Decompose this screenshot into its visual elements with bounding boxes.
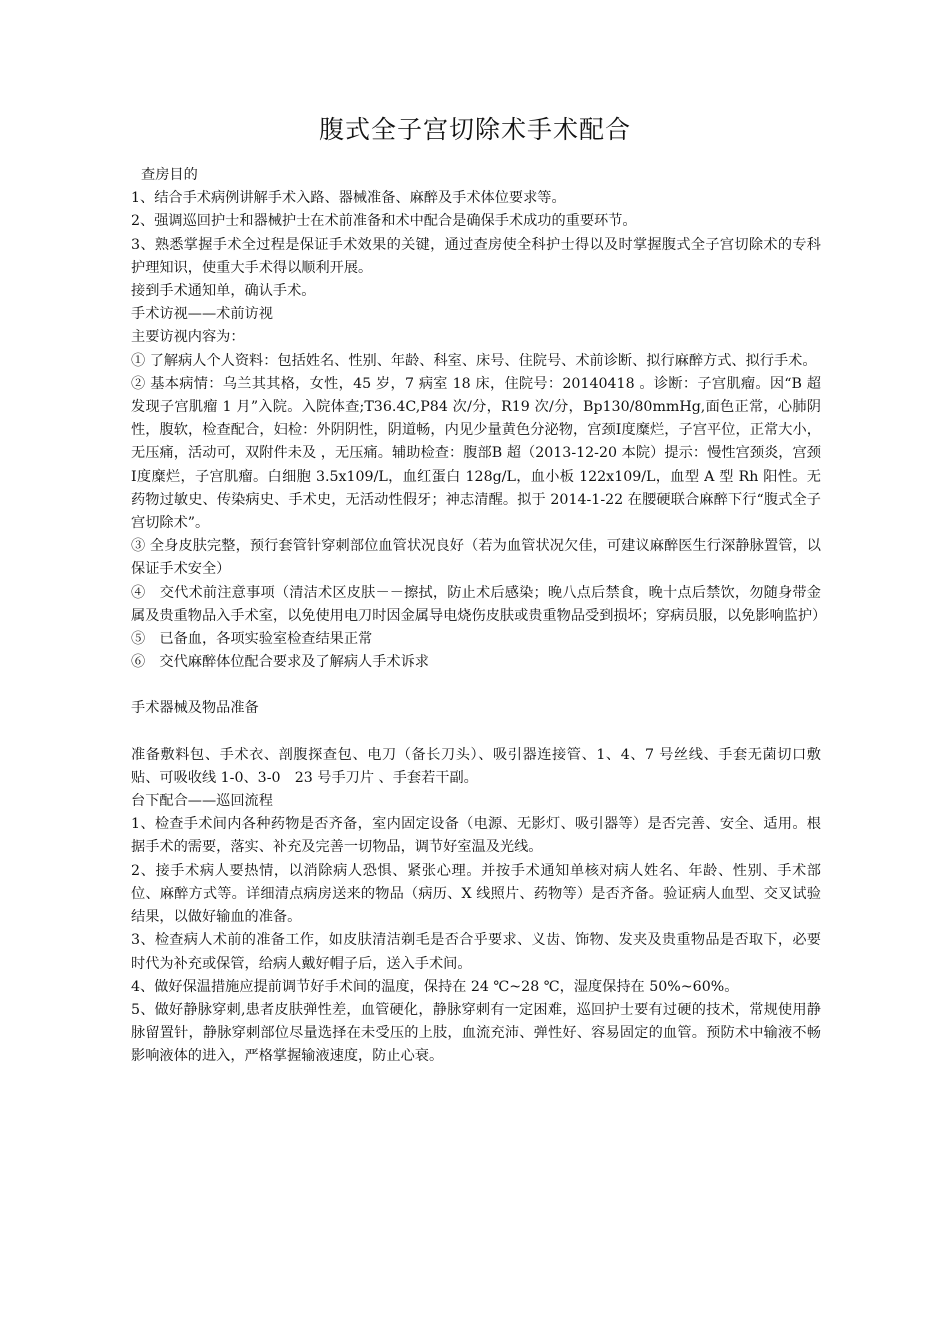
paragraph-circulating-5: 5、做好静脉穿刺,患者皮肤弹性差，血管硬化，静脉穿刺有一定困难，巡回护士要有过硬的技术，常规使用静脉留置针，静脉穿刺部位尽量选择在未受压的上肢，血流充沛、弹性好、容易固定的血管。预防术中输液不畅影响液体的进入，严格掌握输液速度，防止心衰。 [131, 1001, 821, 1065]
paragraph-circulating-heading: 台下配合——巡回流程 [131, 793, 273, 810]
paragraph-preop-visit-heading: 手术访视——术前访视 [131, 306, 273, 323]
paragraph-circulating-4: 4、做好保温措施应提前调节好手术间的温度，保持在 24 ℃~28 ℃，湿度保持在 50%~60%。 [131, 978, 739, 995]
paragraph-visit-item-2: ② 基本病情：乌兰其其格，女性，45 岁，7 病室 18 床，住院号：20140418 。诊断：子宫肌瘤。因“B 超发现子宫肌瘤 1 月”入院。入院体查;T36.4C,P84 次/分，R19 次/分，Bp130/80mmHg,面色正常，心肺阴性，腹软，检查配合，妇检：外阴阴性，阴道畅，内见少量黄色分泌物，宫颈Ⅰ度糜烂，子宫平位，正常大小，无压痛，活动可，双附件未及 ，无压痛。辅助检查：腹部B 超（2013-12-20 本院）提示：慢性宫颈炎，宫颈Ⅰ度糜烂，子宫肌瘤。白细胞 3.5x109/L，血红蛋白 128g/L，血小板 122x109/L，血型 A 型 Rh 阳性。无药物过敏史、传染病史、手术史，无活动性假牙；神志清醒。拟于 2014-1-22 在腰硬联合麻醉下行“腹式全子宫切除术”。 [131, 375, 821, 532]
paragraph-visit-item-4: ④ 交代术前注意事项（清洁术区皮肤－－擦拭，防止术后感染；晚八点后禁食，晚十点后禁饮，勿随身带金属及贵重物品入手术室，以免使用电刀时因金属导电烧伤皮肤或贵重物品受到损坏；穿病员服，以免影响监护） [131, 584, 827, 624]
spacer [131, 674, 821, 697]
paragraph-purpose-2: 2、强调巡回护士和器械护士在术前准备和术中配合是确保手术成功的重要环节。 [131, 213, 637, 230]
paragraph-purpose-1: 1、结合手术病例讲解手术入路、器械准备、麻醉及手术体位要求等。 [131, 190, 566, 207]
paragraph-confirm-surgery: 接到手术通知单，确认手术。 [131, 283, 316, 300]
paragraph-visit-item-1: ① 了解病人个人资料：包括姓名、性别、年龄、科室、床号、住院号、术前诊断、拟行麻醉方式、拟行手术。 [131, 352, 817, 369]
paragraph-visit-item-3: ③ 全身皮肤完整，预行套管针穿刺部位血管状况良好（若为血管状况欠佳，可建议麻醉医生行深静脉置管，以保证手术安全） [131, 538, 821, 578]
paragraph-visit-item-6: ⑥ 交代麻醉体位配合要求及了解病人手术诉求 [131, 654, 429, 671]
spacer [131, 721, 821, 744]
document-title: 腹式全子宫切除术手术配合 [318, 115, 631, 144]
paragraph-visit-item-5: ⑤ 已备血，各项实验室检查结果正常 [131, 631, 373, 648]
paragraph-supplies-list: 准备敷料包、手术衣、剖腹探查包、电刀（备长刀头）、吸引器连接管、1、4、7 号丝线、手套无菌切口敷贴、可吸收线 1-0、3-0 23 号手刀片 、手套若干副。 [131, 746, 821, 786]
section-instruments-heading: 手术器械及物品准备 [131, 700, 259, 717]
paragraph-circulating-2: 2、接手术病人要热情，以消除病人恐惧、紧张心理。并按手术通知单核对病人姓名、年龄、性别、手术部位、麻醉方式等。详细清点病房送来的物品（病历、X 线照片、药物等）是否齐备。验证病人血型、交叉试验结果，以做好输血的准备。 [131, 862, 821, 926]
paragraph-purpose-3: 3、熟悉掌握手术全过程是保证手术效果的关键，通过查房使全科护士得以及时掌握腹式全子宫切除术的专科护理知识，使重大手术得以顺利开展。 [131, 236, 821, 276]
document-body [131, 164, 827, 1069]
paragraph-circulating-3: 3、检查病人术前的准备工作，如皮肤清洁剃毛是否合乎要求、义齿、饰物、发夹及贵重物品是否取下，必要时代为补充或保管，给病人戴好帽子后，送入手术间。 [131, 932, 821, 972]
paragraph-ward-round-purpose: 查房目的 [141, 167, 198, 183]
paragraph-circulating-1: 1、检查手术间内各种药物是否齐备，室内固定设备（电源、无影灯、吸引器等）是否完善、安全、适用。根据手术的需要，落实、补充及完善一切物品，调节好室温及光线。 [131, 816, 821, 856]
paragraph-visit-content-heading: 主要访视内容为： [131, 329, 245, 346]
